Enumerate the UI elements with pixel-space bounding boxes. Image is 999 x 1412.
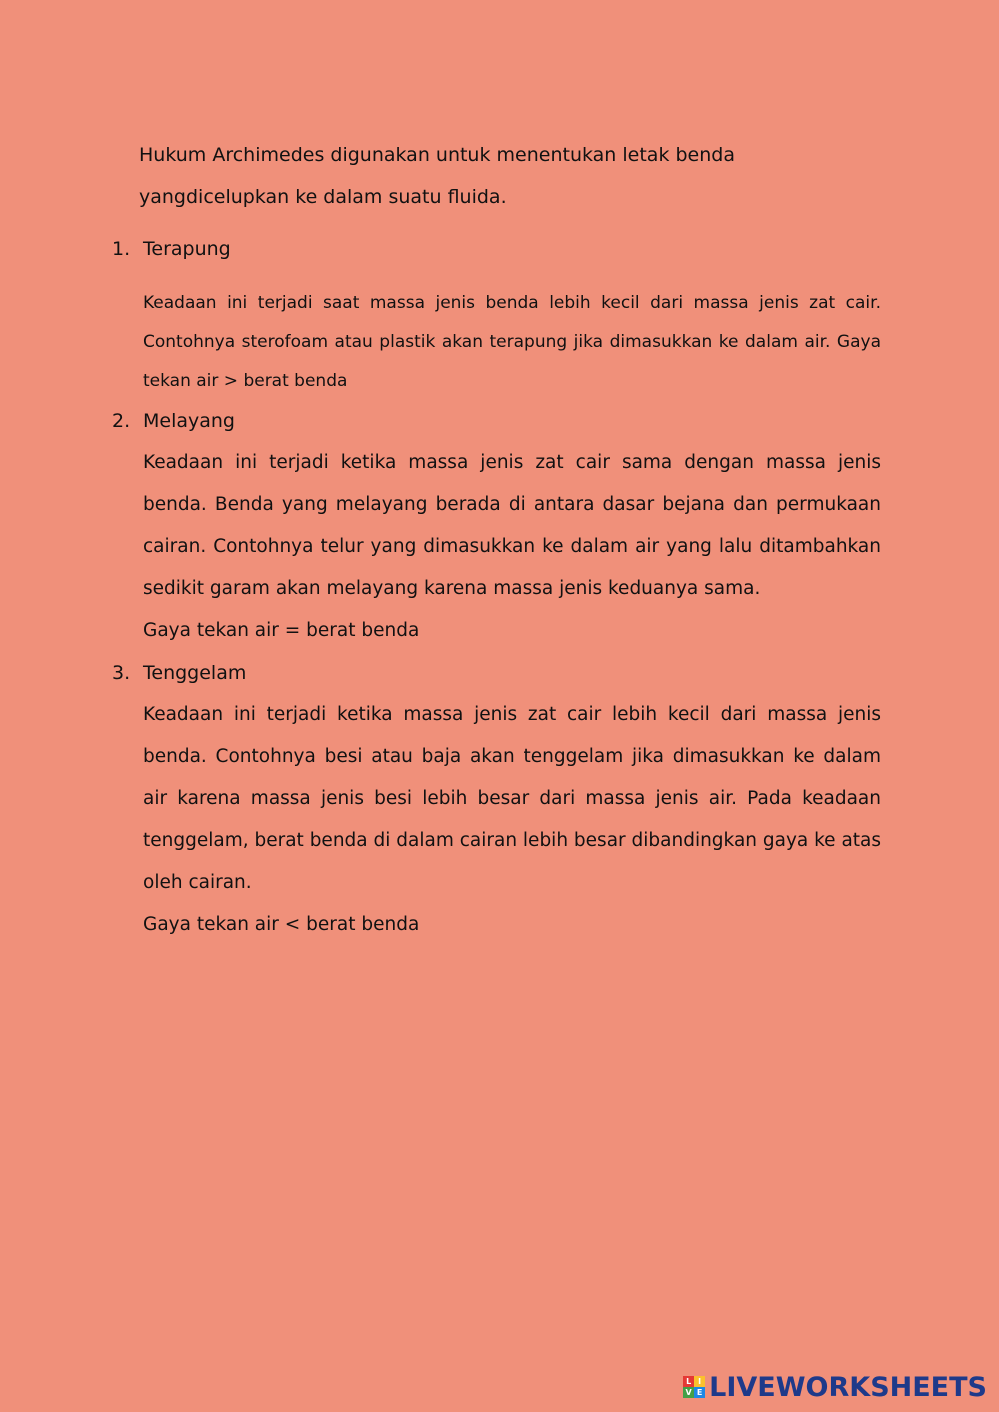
- item-number: 2.: [112, 410, 131, 432]
- logo-mark-e: E: [694, 1387, 705, 1398]
- item-title: Terapung: [143, 238, 231, 260]
- item-heading-melayang: [112, 400, 235, 442]
- logo-mark-i: I: [694, 1376, 705, 1387]
- intro-paragraph: Hukum Archimedes digunakan untuk menentukan letak benda yangdicelupkan ke dalam suatu fluida.: [139, 144, 735, 208]
- item-body-terapung: [143, 284, 881, 401]
- item-heading-terapung: [112, 228, 231, 270]
- item-formula: Gaya tekan air < berat benda: [143, 914, 420, 935]
- item-formula: Gaya tekan air = berat benda: [143, 620, 420, 641]
- item-paragraph: Keadaan ini terjadi saat massa jenis benda lebih kecil dari massa jenis zat cair. Contohnya sterofoam atau plastik akan terapung jika dimasukkan ke dalam air. Gaya tekan air > berat benda: [143, 293, 881, 391]
- logo-mark-icon: [683, 1376, 705, 1398]
- item-body-tenggelam: [143, 694, 881, 946]
- item-number: 3.: [112, 662, 131, 684]
- item-heading-tenggelam: [112, 652, 246, 694]
- item-paragraph: Keadaan ini terjadi ketika massa jenis zat cair sama dengan massa jenis benda. Benda yang melayang berada di antara dasar bejana dan permukaan cairan. Contohnya telur yang dimasukkan ke dalam air yang lalu ditambahkan sedikit garam akan melayang karena massa jenis keduanya sama.: [143, 452, 881, 599]
- item-number: 1.: [112, 238, 131, 260]
- logo-mark-v: V: [683, 1387, 694, 1398]
- item-body-melayang: [143, 442, 881, 652]
- item-title: Melayang: [143, 410, 235, 432]
- logo-mark-l: L: [683, 1376, 694, 1387]
- item-paragraph: Keadaan ini terjadi ketika massa jenis zat cair lebih kecil dari massa jenis benda. Contohnya besi atau baja akan tenggelam jika dimasukkan ke dalam air karena massa jenis besi lebih besar dari massa jenis air. Pada keadaan tenggelam, berat benda di dalam cairan lebih besar dibandingkan gaya ke atas oleh cairan.: [143, 704, 882, 893]
- liveworksheets-logo[interactable]: [683, 1370, 987, 1404]
- logo-text: LIVEWORKSHEETS: [709, 1371, 987, 1403]
- item-title: Tenggelam: [143, 662, 247, 684]
